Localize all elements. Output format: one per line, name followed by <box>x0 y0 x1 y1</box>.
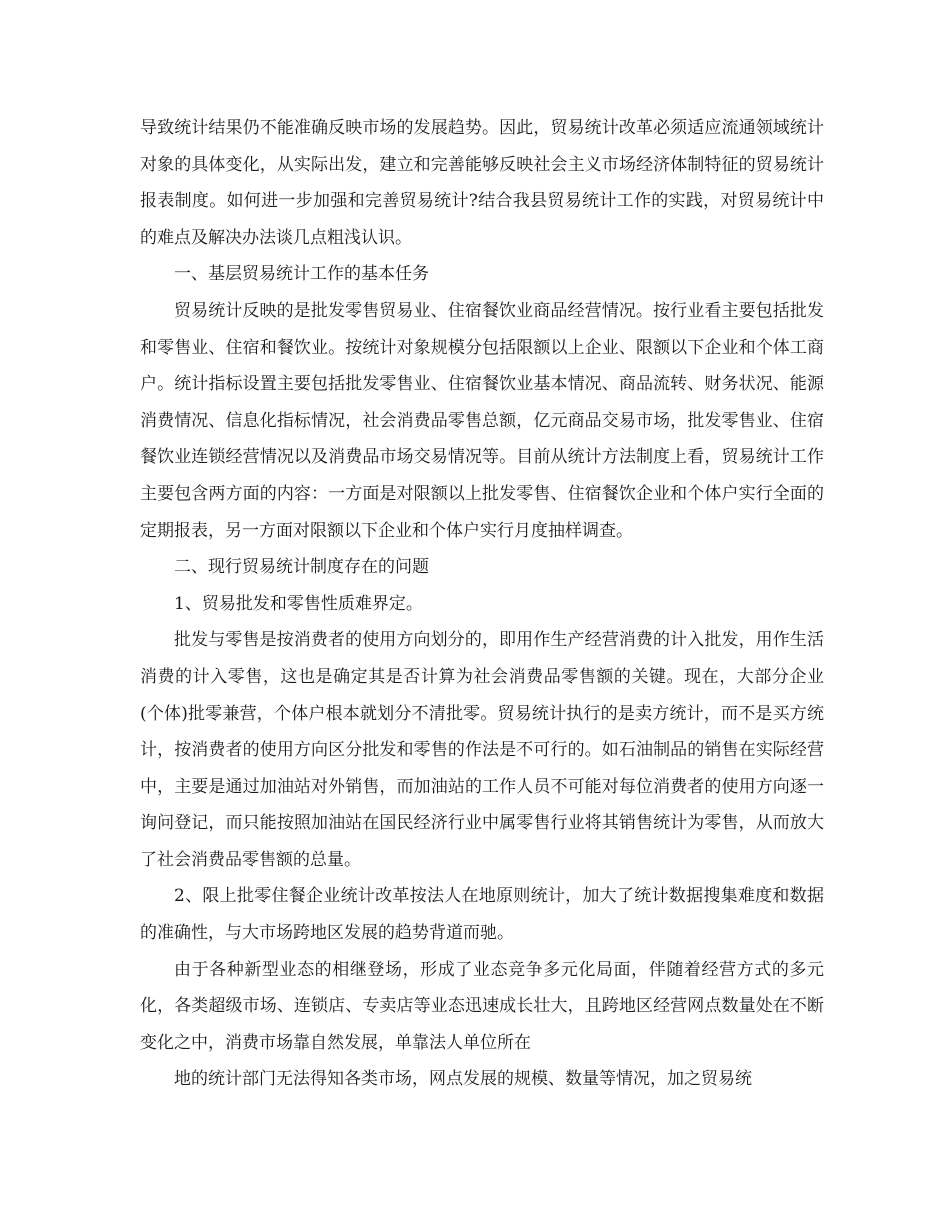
section-heading-problems: 二、现行贸易统计制度存在的问题 <box>174 557 429 578</box>
paragraph-basic-tasks: 贸易统计反映的是批发零售贸易业、住宿餐饮业商品经营情况。按行业看主要包括批发和零售业、住宿和餐饮业。按统计对象规模分包括限额以上企业、限额以下企业和个体工商户。统计指标设置主要包括批发零售业、住宿餐饮业基本情况、商品流转、财务状况、能源消费情况、信息化指标情况，社会消费品零售总额，亿元商品交易市场，批发零售业、住宿餐饮业连锁经营情况以及消费品市场交易情况等。目前从统计方法制度上看，贸易统计工作主要包含两方面的内容：一方面是对限额以上批发零售、住宿餐饮企业和个体户实行全面的定期报表，另一方面对限额以下企业和个体户实行月度抽样调查。 <box>140 300 824 541</box>
subheading-wholesale-retail: 1、贸易批发和零售性质难界定。 <box>174 593 423 614</box>
subheading-legal-entity-principle: 2、限上批零住餐企业统计改革按法人在地原则统计，加大了统计数据搜集难度和数据的准确性，与大市场跨地区发展的趋势背道而驰。 <box>140 886 824 944</box>
paragraph-intro-continuation: 导致统计结果仍不能准确反映市场的发展趋势。因此，贸易统计改革必须适应流通领域统计对象的具体变化，从实际出发，建立和完善能够反映社会主义市场经济体制特征的贸易统计报表制度。如何进一步加强和完善贸易统计?结合我县贸易统计工作的实践，对贸易统计中的难点及解决办法谈几点粗浅认识。 <box>140 118 824 248</box>
paragraph-new-formats: 由于各种新型业态的相继登场，形成了业态竞争多元化局面，伴随着经营方式的多元化，各类超级市场、连锁店、专卖店等业态迅速成长壮大，且跨地区经营网点数量处在不断变化之中，消费市场靠自然发展，单靠法人单位所在 <box>140 959 824 1053</box>
paragraph-wholesale-retail: 批发与零售是按消费者的使用方向划分的，即用作生产经营消费的计入批发，用作生活消费的计入零售，这也是确定其是否计算为社会消费品零售额的关键。现在，大部分企业(个体)批零兼营，个体户根本就划分不清批零。贸易统计执行的是卖方统计，而不是买方统计，按消费者的使用方向区分批发和零售的作法是不可行的。如石油制品的销售在实际经营中，主要是通过加油站对外销售，而加油站的工作人员不可能对每位消费者的使用方向逐一询问登记，而只能按照加油站在国民经济行业中属零售行业将其销售统计为零售，从而放大了社会消费品零售额的总量。 <box>140 630 824 870</box>
section-heading-basic-tasks: 一、基层贸易统计工作的基本任务 <box>174 264 429 285</box>
paragraph-continuation: 地的统计部门无法得知各类市场，网点发展的规模、数量等情况，加之贸易统 <box>174 1069 752 1090</box>
document-body <box>140 110 824 1098</box>
